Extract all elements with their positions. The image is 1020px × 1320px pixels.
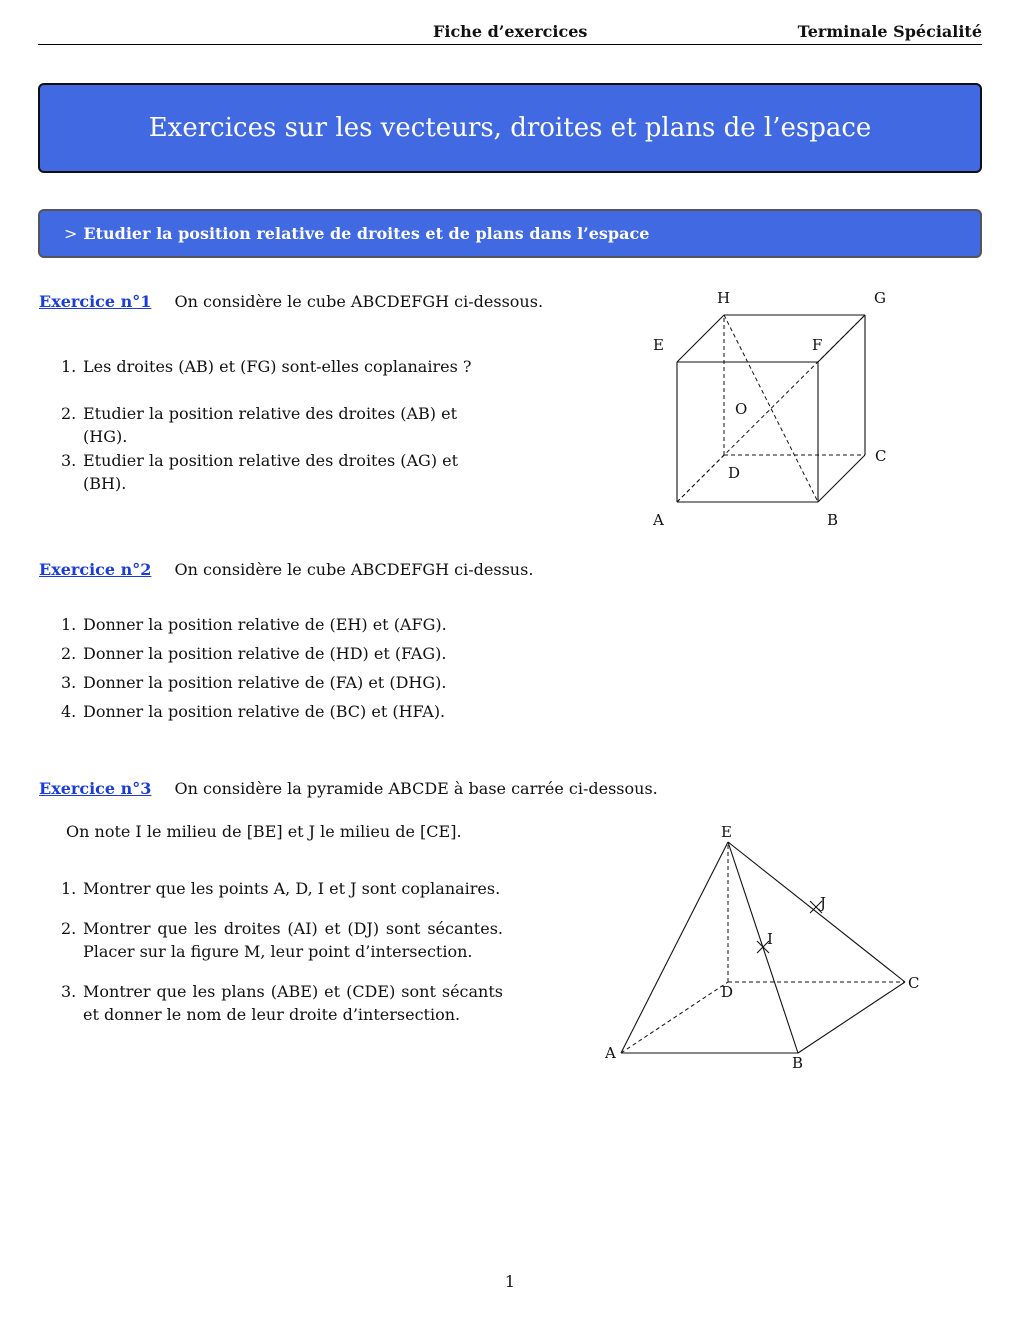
item-number: 2. xyxy=(61,919,77,938)
section-arrow: > xyxy=(64,224,78,243)
cube-label-e: E xyxy=(653,336,664,354)
cube-label-f: F xyxy=(812,336,823,354)
pyramid-label-a: A xyxy=(605,1044,616,1062)
exercise-3-link[interactable]: Exercice n°3 xyxy=(39,779,152,798)
item-number: 3. xyxy=(61,673,77,692)
item-text: Etudier la position relative des droites (AB) et (HG). xyxy=(83,404,458,446)
section-title: Etudier la position relative de droites et de plans dans l’espace xyxy=(83,224,650,243)
item-number: 1. xyxy=(61,357,77,376)
cube-label-b: B xyxy=(827,511,839,529)
exercise-3-heading xyxy=(39,779,658,798)
item-number: 1. xyxy=(61,879,77,898)
item-text: Montrer que les plans (ABE) et (CDE) sont sécants et donner le nom de leur droite d’intersection. xyxy=(83,982,503,1024)
item-number: 1. xyxy=(61,615,77,634)
item-text: Montrer que les points A, D, I et J sont coplanaires. xyxy=(83,879,501,898)
document-title: Exercices sur les vecteurs, droites et plans de l’espace xyxy=(148,113,872,143)
cube-label-g: G xyxy=(874,289,886,307)
page-number: 1 xyxy=(504,1272,516,1291)
edge-ec xyxy=(728,842,905,982)
item-text: Etudier la position relative des droites (AG) et (BH). xyxy=(83,451,459,493)
item-number: 2. xyxy=(61,404,77,423)
pyramid-label-j: J xyxy=(820,894,827,912)
cube-label-h: H xyxy=(717,289,731,307)
pyramid-figure xyxy=(595,820,935,1080)
exercise-1-intro: On considère le cube ABCDEFGH ci-dessous. xyxy=(174,292,544,311)
edge-ad xyxy=(621,982,728,1053)
exercise-1-heading xyxy=(39,292,543,311)
item-text: Montrer que les droites (AI) et (DJ) sont sécantes. Placer sur la figure M, leur point d’intersection. xyxy=(83,919,503,961)
document-title-banner xyxy=(38,83,982,173)
cube-label-c: C xyxy=(875,447,887,465)
edge-eh xyxy=(677,315,724,362)
edge-bc xyxy=(798,982,905,1053)
item-text: Donner la position relative de (EH) et (AFG). xyxy=(83,615,447,634)
exercise-2-intro: On considère le cube ABCDEFGH ci-dessus. xyxy=(174,560,534,579)
item-number: 4. xyxy=(61,702,77,721)
pyramid-label-d: D xyxy=(721,983,734,1001)
exercise-3-intro: On considère la pyramide ABCDE à base carrée ci-dessous. xyxy=(174,779,658,798)
pyramid-label-c: C xyxy=(908,974,920,992)
item-number: 3. xyxy=(61,982,77,1001)
item-number: 3. xyxy=(61,451,77,470)
exercise-3-note: On note I le milieu de [BE] et J le milieu de [CE]. xyxy=(66,822,462,841)
exercise-2-heading xyxy=(39,560,533,579)
cube-figure xyxy=(640,285,910,535)
edge-bc xyxy=(818,455,865,502)
item-text: Donner la position relative de (BC) et (HFA). xyxy=(83,702,446,721)
cube-label-a: A xyxy=(653,511,664,529)
header-level: Terminale Spécialité xyxy=(797,22,982,41)
item-number: 2. xyxy=(61,644,77,663)
item-text: Les droites (AB) et (FG) sont-elles coplanaires ? xyxy=(83,357,472,376)
exercise-2-link[interactable]: Exercice n°2 xyxy=(39,560,152,579)
header-title: Fiche d’exercices xyxy=(433,22,588,41)
pyramid-label-e: E xyxy=(721,823,732,841)
cube-label-o: O xyxy=(735,400,748,418)
item-text: Donner la position relative de (FA) et (DHG). xyxy=(83,673,447,692)
pyramid-label-b: B xyxy=(792,1054,804,1072)
section-banner xyxy=(38,209,982,258)
diagonal-ag xyxy=(677,315,865,502)
item-text: Donner la position relative de (HD) et (FAG). xyxy=(83,644,447,663)
cube-label-d: D xyxy=(728,464,741,482)
pyramid-label-i: I xyxy=(767,930,773,948)
edge-ea xyxy=(621,842,728,1053)
exercise-1-link[interactable]: Exercice n°1 xyxy=(39,292,152,311)
page-header xyxy=(38,20,982,45)
